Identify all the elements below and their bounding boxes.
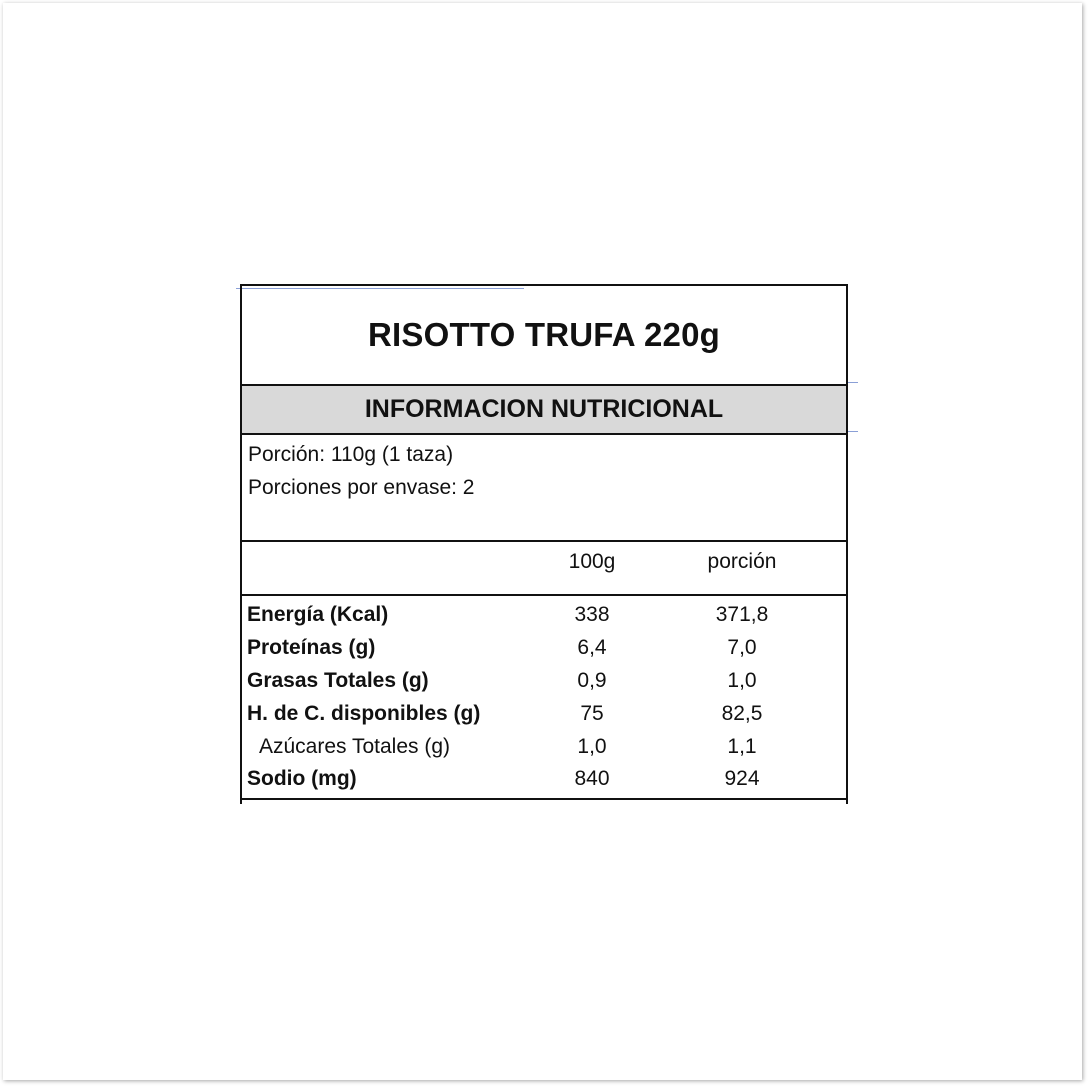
nutrient-name: H. de C. disponibles (g) xyxy=(247,702,481,725)
table-row xyxy=(242,603,846,636)
nutrient-name: Sodio (mg) xyxy=(247,767,357,790)
table-row xyxy=(242,669,846,702)
product-title: RISOTTO TRUFA 220g xyxy=(242,286,846,386)
document-page xyxy=(3,3,1082,1080)
nutrition-label xyxy=(240,284,848,804)
nutrient-value-portion: 7,0 xyxy=(727,636,757,659)
column-headers xyxy=(242,542,846,596)
nutrient-name: Grasas Totales (g) xyxy=(247,669,429,692)
nutrient-value-100g: 1,0 xyxy=(577,735,607,758)
portions-per-package: Porciones por envase: 2 xyxy=(248,476,475,499)
table-row xyxy=(242,767,846,800)
serving-info xyxy=(242,435,846,542)
nutrient-value-100g: 840 xyxy=(574,767,610,790)
portion-size: Porción: 110g (1 taza) xyxy=(248,443,454,466)
nutrient-value-portion: 924 xyxy=(724,767,760,790)
nutrient-value-portion: 371,8 xyxy=(715,603,769,626)
table-row xyxy=(242,735,846,768)
column-header-100g: 100g xyxy=(568,550,616,573)
nutrient-name: Azúcares Totales (g) xyxy=(259,735,451,758)
nutrient-value-100g: 0,9 xyxy=(577,669,607,692)
table-row xyxy=(242,702,846,735)
table-row xyxy=(242,636,846,669)
nutrient-value-100g: 75 xyxy=(580,702,604,725)
column-header-portion: porción xyxy=(707,550,777,573)
nutrient-table xyxy=(242,596,846,800)
nutrient-value-100g: 6,4 xyxy=(577,636,607,659)
table-bottom-divider xyxy=(240,798,848,800)
nutrient-name: Proteínas (g) xyxy=(247,636,376,659)
nutrient-value-portion: 1,0 xyxy=(727,669,757,692)
nutrient-value-100g: 338 xyxy=(574,603,610,626)
nutrient-name: Energía (Kcal) xyxy=(247,603,389,626)
nutrient-value-portion: 82,5 xyxy=(721,702,763,725)
section-title: INFORMACION NUTRICIONAL xyxy=(242,386,846,435)
nutrient-value-portion: 1,1 xyxy=(727,735,757,758)
